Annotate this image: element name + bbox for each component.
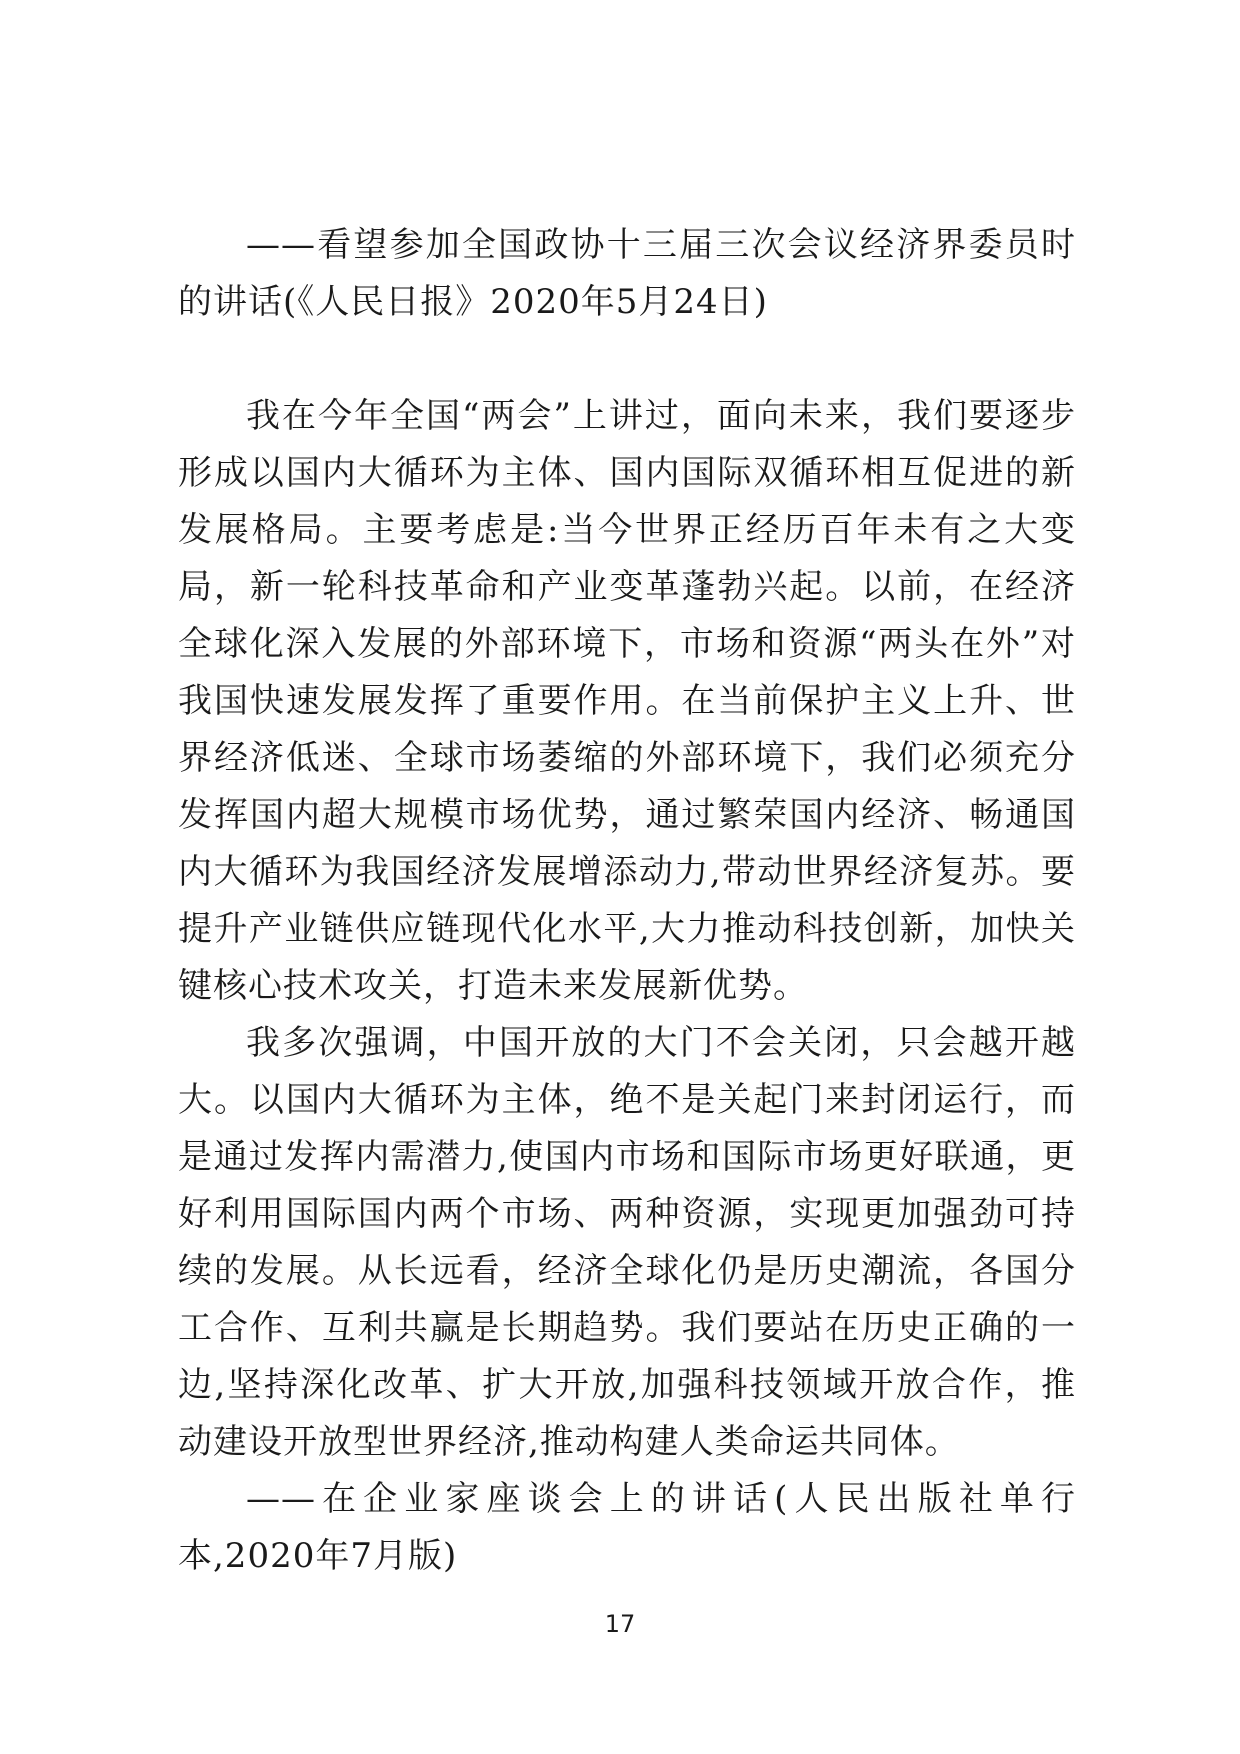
source-citation-1: ——看望参加全国政协十三届三次会议经济界委员时的讲话(《人民日报》2020年5月24日) (178, 225, 1076, 322)
paragraph-1: 我在今年全国“两会”上讲过，面向未来，我们要逐步形成以国内大循环为主体、国内国际双循环相互促进的新发展格局。主要考虑是:当今世界正经历百年未有之大变局，新一轮科技革命和产业变革蓬勃兴起。以前，在经济全球化深入发展的外部环境下，市场和资源“两头在外”对我国快速发展发挥了重要作用。在当前保护主义上升、世界经济低迷、全球市场萎缩的外部环境下，我们必须充分发挥国内超大规模市场优势，通过繁荣国内经济、畅通国内大循环为我国经济发展增添动力,带动世界经济复苏。要提升产业链供应链现代化水平,大力推动科技创新，加快关键核心技术攻关，打造未来发展新优势。 (178, 396, 1076, 1006)
body-text (178, 388, 1076, 1585)
page-number: 17 (604, 1610, 636, 1638)
paragraph-2: 我多次强调，中国开放的大门不会关闭，只会越开越大。以国内大循环为主体，绝不是关起门来封闭运行，而是通过发挥内需潜力,使国内市场和国际市场更好联通，更好利用国际国内两个市场、两种资源，实现更加强劲可持续的发展。从长远看，经济全球化仍是历史潮流，各国分工合作、互利共赢是长期趋势。我们要站在历史正确的一边,坚持深化改革、扩大开放,加强科技领域开放合作，推动建设开放型世界经济,推动构建人类命运共同体。 (178, 1023, 1076, 1462)
source-citation-2: ——在企业家座谈会上的讲话(人民出版社单行本,2020年7月版) (178, 1479, 1076, 1576)
quote-source-1 (178, 217, 1076, 331)
